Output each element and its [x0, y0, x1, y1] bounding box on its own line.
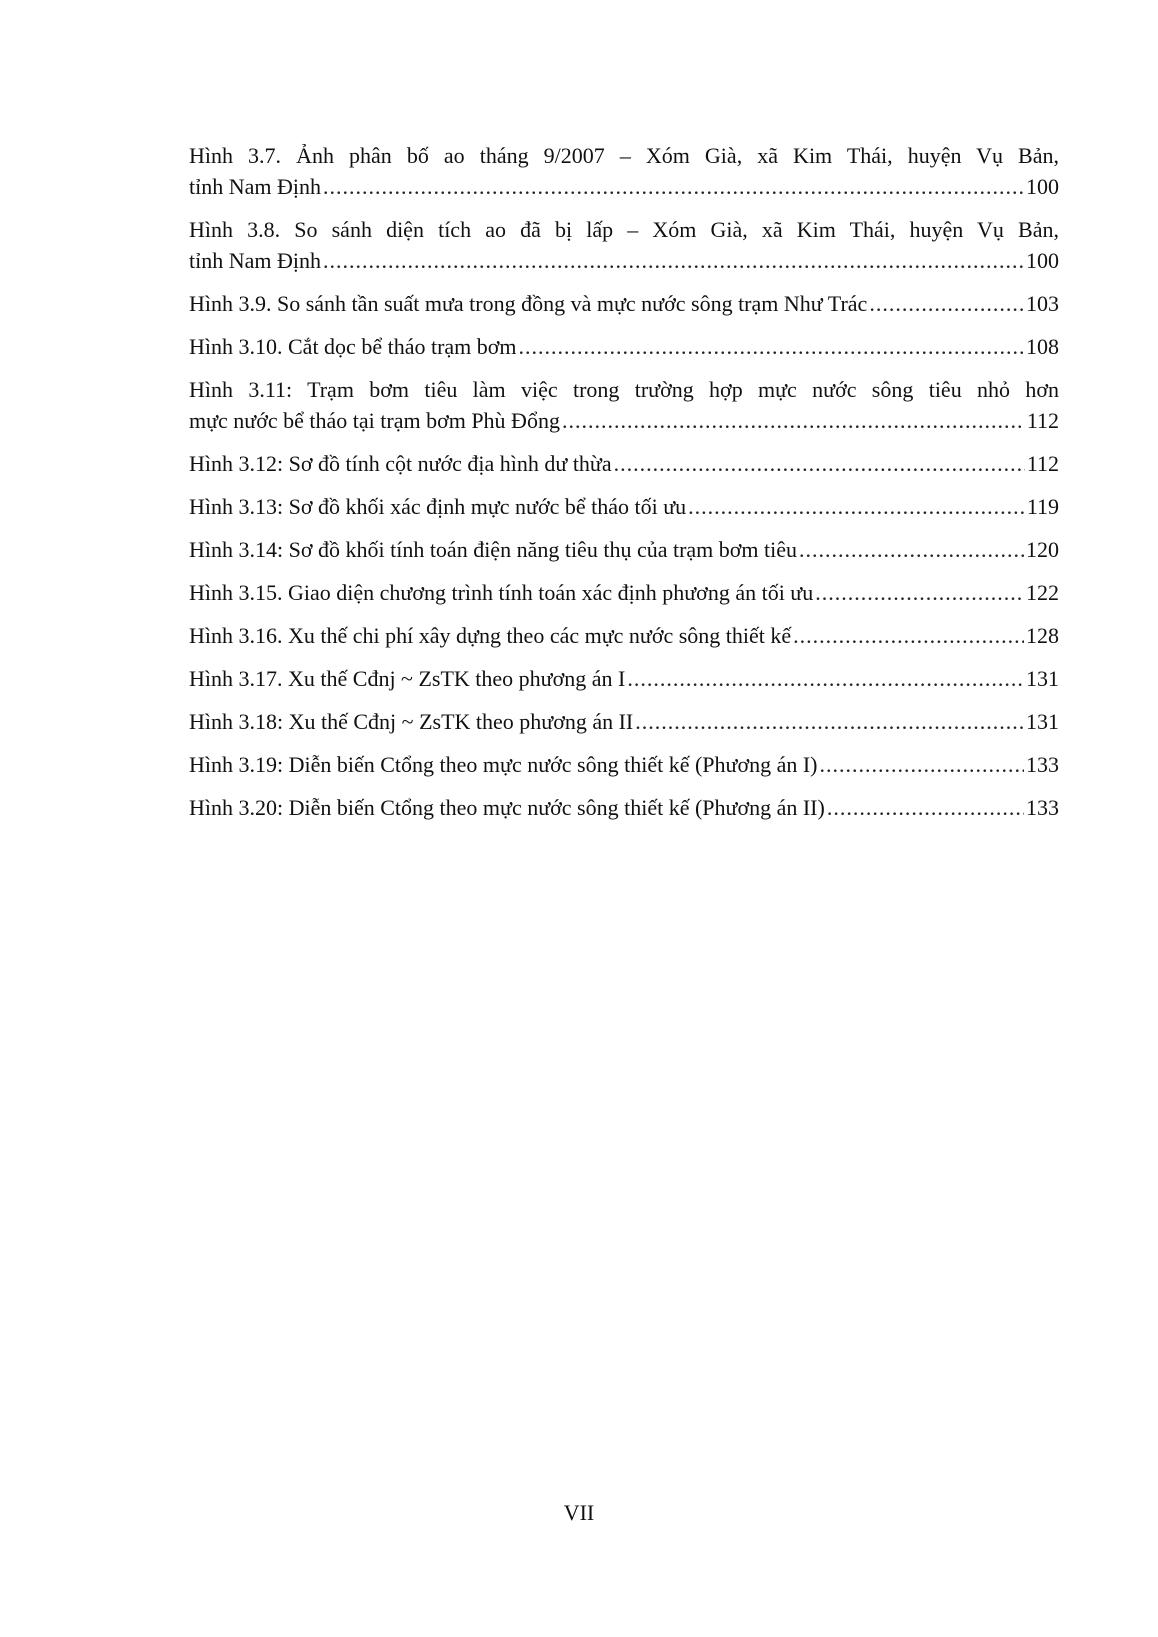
toc-entry-label: Hình 3.20: Diễn biến Ctổng theo mực nước sông thiết kế (Phương án II) — [189, 795, 825, 820]
toc-entry-leader-line — [189, 620, 1059, 651]
toc-entry-leader-line — [189, 171, 1059, 202]
toc-entry-3-10[interactable] — [189, 331, 1059, 362]
toc-entry-label: Hình 3.14: Sơ đồ khối tính toán điện năng tiêu thụ của trạm bơm tiêu — [189, 537, 798, 562]
toc-entry-page: 131 — [1026, 666, 1059, 691]
dot-leader — [323, 245, 1024, 276]
toc-entry-leader-line — [189, 288, 1059, 319]
toc-entry-3-20[interactable] — [189, 792, 1059, 823]
toc-entry-label: Hình 3.13: Sơ đồ khối xác định mực nước bể tháo tối ưu — [189, 494, 687, 519]
dot-leader — [323, 171, 1024, 202]
toc-entry-first-line: Hình 3.8. So sánh diện tích ao đã bị lấp – Xóm Già, xã Kim Thái, huyện Vụ Bản, — [189, 217, 1059, 242]
toc-entry-3-17[interactable] — [189, 663, 1059, 694]
toc-entry-3-9[interactable] — [189, 288, 1059, 319]
toc-entry-page: 133 — [1026, 795, 1059, 820]
toc-entry-leader-line — [189, 448, 1059, 479]
toc-entry-3-8[interactable] — [189, 214, 1059, 276]
dot-leader — [627, 663, 1024, 694]
toc-entry-page: 112 — [1026, 451, 1059, 476]
toc-entry-page: 122 — [1026, 580, 1059, 605]
dot-leader — [820, 749, 1024, 780]
dot-leader — [688, 491, 1025, 522]
toc-entry-page: 119 — [1026, 494, 1059, 519]
dot-leader — [793, 620, 1024, 651]
toc-entry-label: Hình 3.12: Sơ đồ tính cột nước địa hình dư thừa — [189, 451, 612, 476]
toc-entry-label: Hình 3.17. Xu thế Cđnj ~ ZsTK theo phương án I — [189, 666, 626, 691]
toc-entry-leader-line — [189, 245, 1059, 276]
toc-entry-label: Hình 3.10. Cắt dọc bể tháo trạm bơm — [189, 334, 517, 359]
toc-entry-label: Hình 3.9. So sánh tần suất mưa trong đồng và mực nước sông trạm Như Trác — [189, 291, 868, 316]
table-of-figures — [189, 140, 1059, 835]
dot-leader — [519, 331, 1024, 362]
toc-entry-3-11[interactable] — [189, 374, 1059, 436]
toc-entry-label: tỉnh Nam Định — [189, 174, 321, 199]
toc-entry-3-13[interactable] — [189, 491, 1059, 522]
toc-entry-label: Hình 3.19: Diễn biến Ctổng theo mực nước sông thiết kế (Phương án I) — [189, 752, 818, 777]
dot-leader — [562, 405, 1025, 436]
toc-entry-label: Hình 3.15. Giao diện chương trình tính toán xác định phương án tối ưu — [189, 580, 814, 605]
toc-entry-3-15[interactable] — [189, 577, 1059, 608]
toc-entry-3-16[interactable] — [189, 620, 1059, 651]
toc-entry-label: Hình 3.16. Xu thế chi phí xây dựng theo các mực nước sông thiết kế — [189, 623, 792, 648]
toc-entry-3-12[interactable] — [189, 448, 1059, 479]
dot-leader — [635, 706, 1024, 737]
toc-entry-first-line: Hình 3.11: Trạm bơm tiêu làm việc trong trường hợp mực nước sông tiêu nhỏ hơn — [189, 377, 1059, 402]
toc-entry-3-19[interactable] — [189, 749, 1059, 780]
toc-entry-leader-line — [189, 706, 1059, 737]
toc-entry-leader-line — [189, 491, 1059, 522]
toc-entry-3-7[interactable] — [189, 140, 1059, 202]
toc-entry-3-18[interactable] — [189, 706, 1059, 737]
toc-entry-leader-line — [189, 405, 1059, 436]
dot-leader — [815, 577, 1024, 608]
toc-entry-page: 133 — [1026, 752, 1059, 777]
dot-leader — [799, 534, 1024, 565]
toc-entry-page: 112 — [1026, 408, 1059, 433]
toc-entry-label: Hình 3.18: Xu thế Cđnj ~ ZsTK theo phương án II — [189, 709, 634, 734]
toc-entry-page: 103 — [1026, 291, 1059, 316]
toc-entry-page: 131 — [1026, 709, 1059, 734]
toc-entry-page: 100 — [1026, 174, 1059, 199]
toc-entry-leader-line — [189, 577, 1059, 608]
dot-leader — [827, 792, 1024, 823]
toc-entry-leader-line — [189, 749, 1059, 780]
toc-entry-page: 128 — [1026, 623, 1059, 648]
toc-entry-page: 108 — [1026, 334, 1059, 359]
dot-leader — [869, 288, 1024, 319]
toc-entry-first-line: Hình 3.7. Ảnh phân bố ao tháng 9/2007 – Xóm Già, xã Kim Thái, huyện Vụ Bản, — [189, 143, 1059, 168]
toc-entry-label: tỉnh Nam Định — [189, 248, 321, 273]
toc-entry-page: 100 — [1026, 248, 1059, 273]
toc-entry-leader-line — [189, 663, 1059, 694]
dot-leader — [614, 448, 1025, 479]
toc-entry-leader-line — [189, 534, 1059, 565]
toc-entry-leader-line — [189, 331, 1059, 362]
toc-entry-3-14[interactable] — [189, 534, 1059, 565]
toc-entry-page: 120 — [1026, 537, 1059, 562]
page-number: VII — [563, 1500, 595, 1525]
toc-entry-leader-line — [189, 792, 1059, 823]
toc-entry-label: mực nước bể tháo tại trạm bơm Phù Đổng — [189, 408, 560, 433]
